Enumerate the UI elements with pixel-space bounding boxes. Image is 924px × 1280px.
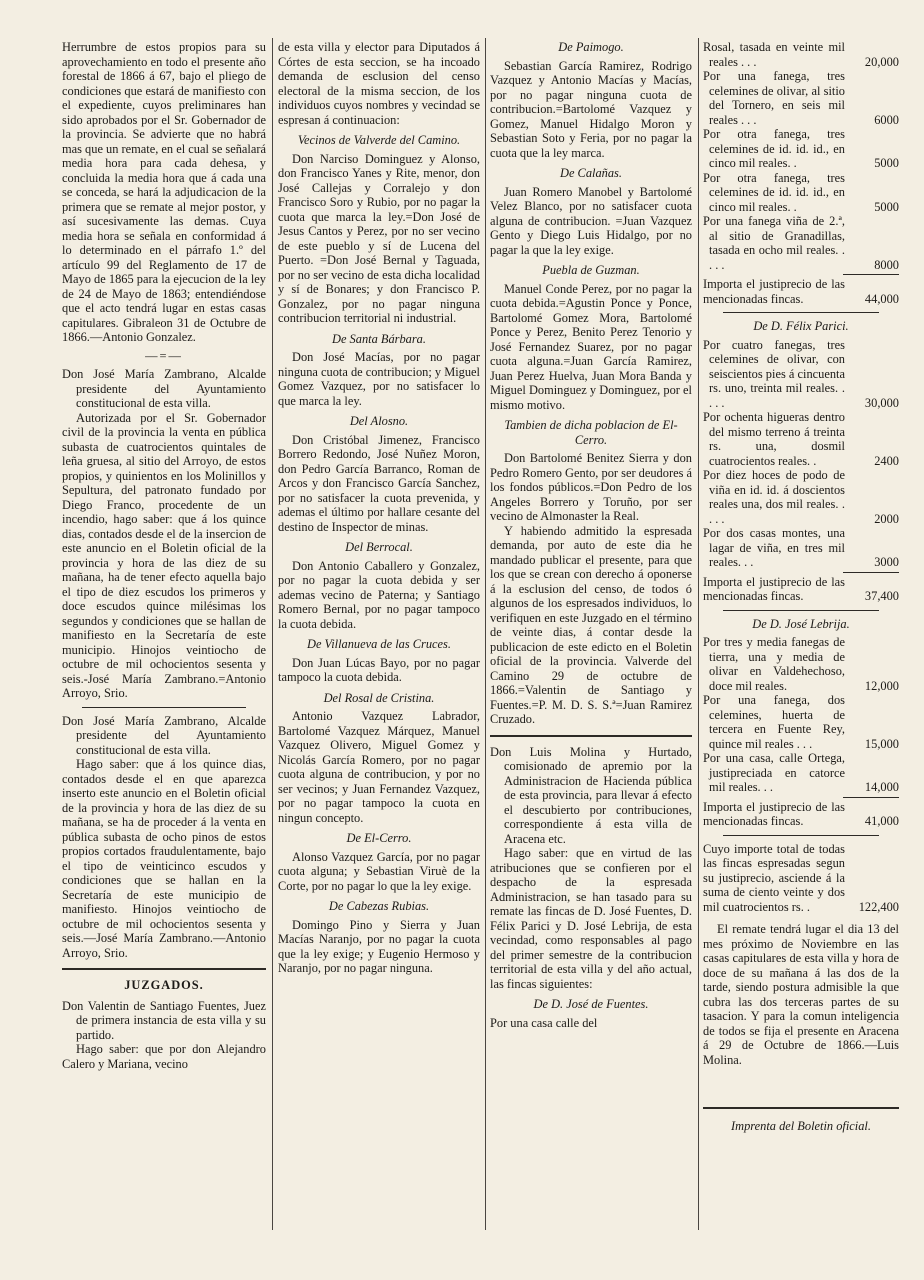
locality-text: Juan Romero Manobel y Bartolomé Velez Blanco, por no satisfacer cuota alguna de contribucion. =Juan Vazquez Gento y Diego Luis Hidalgo, por no pagar la que la ley exige. <box>490 184 692 257</box>
property-list-parici <box>703 338 899 570</box>
separator-rule <box>82 707 246 708</box>
locality-text: Don Bartolomé Benitez Sierra y don Pedro Romero Gento, por ser deudores á los fondos públicos.=Don Pedro de los Angeles Borrero y Toruño, por ser vecino de Almonaster la Real. <box>490 451 692 523</box>
ornamental-separator: —=— <box>145 348 183 363</box>
separator-rule <box>723 835 879 836</box>
owner-heading: De D. José Lebrija. <box>752 616 850 631</box>
closing-text: El remate tendrá lugar el dia 13 del mes próximo de Noviembre en las casas capitulares de esta villa y hora de doce de su mañana á las dos de la tarde, siendo postura admisible la que cubra las dos terceras partes de su tasacion. Y para la comun inteligencia de todos se fija el presente en Aracena á 29 de Octubre de 1866.—Luis Molina. <box>703 922 899 1067</box>
property-description: Por una casa, calle Ortega, justipreciada en catorce mil reales. . . <box>703 751 845 794</box>
notice-heading: Don José María Zambrano, Alcalde presidente del Ayuntamiento constitucional de esta villa. <box>62 713 266 757</box>
property-row <box>703 171 899 215</box>
property-amount: 3000 <box>874 555 899 569</box>
notice-body: Hago saber: que á los quince dias, contados desde el en que aparezca inserto este anuncio en el Boletin oficial de la provincia y hora de las diez de su mañana, se ha de proceder á la venta en pública subasta de ocho pinos de estos propios cortados fraudulentamente, bajo el tipo de veinticinco escudos y condiciones que se hallan en la Secretaría de este municipio de manifiesto. Hinojos veintiocho de octubre de mil ochocientos sesenta y seis.—José María Zambrano.—Antonio Arroyo, Srio. <box>62 757 266 960</box>
notice-body: Autorizada por el Sr. Gobernador civil de la provincia la venta en pública subasta de cuatrocientos quintales de leña gruesa, al sitio del Arroyo, de estos propios, y quinientos en los Molinillos y Sepultura, del patronato fundado por Diego Franco, procedente de un incendio, hago saber: que á los quince dias, contados desde el de la insercion de este anuncio en el Boletin oficial de la provincia y hora de las diez de su mañana, ha de tener efecto aquella bajo el tipo de diez escudos los primeros y doce escudos quince milésimas los segundos y condiciones que se hallan de manifiesto en la Secretaría de este municipio. Hinojos veintiocho de octubre de mil ochocientos sesenta y seis.-José María Zambrano.=Antonio Arroyo, Srio. <box>62 410 266 700</box>
locality-text: Manuel Conde Perez, por no pagar la cuota debida.=Agustin Ponce y Ponce, Bartolomé Gomez Mora, Bartolomé Ponce y Perez, Benito Perez Tenorio y José Fernandez Suarez, por no pagar cuota alguna.=Juan García Ramirez, Juan Perez Huelva, Juan Mora Banda y Miguel Dominguez y Dominguez, por el mismo motivo. <box>490 281 692 412</box>
notice-heading: Don Valentin de Santiago Fuentes, Juez de primera instancia de esta villa y su partido. <box>62 998 266 1042</box>
property-amount: 14,000 <box>864 780 899 794</box>
column-1 <box>62 40 266 1071</box>
total-rule <box>843 797 899 798</box>
locality-heading: Tambien de dicha poblacion de El-Cerro. <box>504 418 678 447</box>
property-amount: 6000 <box>874 112 899 127</box>
locality-heading: De El-Cerro. <box>346 831 412 845</box>
locality-heading: De Paimogo. <box>558 40 624 54</box>
property-description: Por una fanega viña de 2.ª, al sitio de Granadillas, tasada en ocho mil reales. . . . . <box>703 214 845 272</box>
property-description: Por tres y media fanegas de tierra, una y media de olivar en Valdehechoso, doce mil reales. <box>703 635 845 693</box>
locality-heading: De Cabezas Rubias. <box>328 899 430 913</box>
subtotal-amount: 44,000 <box>864 291 899 306</box>
column-3 <box>490 40 692 1030</box>
locality-heading: De Villanueva de las Cruces. <box>307 637 451 651</box>
notice-tail-text: Herrumbre de estos propios para su aprovechamiento en todo el presente año forestal de 1866 á 67, bajo el pliego de condiciones que estará de manifiesto con el expediente, cuyos preliminares han sido aprobados por el Sr. Gobernador de la provincia. Se advierte que no habrá mas que un remate, en el cual se señalará media hora para cada dehesa, y concluida la media hora que á cada una se conceda, se hará la adjudicacion de la primera que se remate al mejor postor, y así sucesivamente las demas. Cuya media hora se señala en conformidad á lo determinado en el párrafo 1.º del artículo 99 del Reglamento de 17 de Mayo de 1865 para la ejecucion de la ley de 24 de Mayo de 1863; entendiéndose que el acto tendrá lugar en estas casas capitulares. Gibraleon 31 de Octubre de 1866.—Antonio Gonzalez. <box>62 40 267 344</box>
property-line: Por una casa calle del <box>490 1015 598 1030</box>
locality-text: Don José Macías, por no pagar ninguna cuota de contribucion; y Miguel Gomez Vazquez, por no satisfacer lo que marca la ley. <box>278 350 480 408</box>
locality-heading: Vecinos de Valverde del Camino. <box>297 133 461 147</box>
notice-body: Hago saber: que en virtud de las atribuciones que se confieren por el despacho de la espresada Administracion, se han tasado para su remate las fincas de D. José Fuentes, D. Félix Parici y D. José Lebrija, de esta vecindad, como responsables al pago del primer semestre de la contribucion territorial de esta villa y del año actual, las fincas siguientes: <box>490 846 692 991</box>
locality-text: Antonio Vazquez Labrador, Bartolomé Vazquez Márquez, Manuel Vazquez Olivero, Miguel Gomez y Nicolás García Romero, por no pagar cuota alguna de contribucion, y por no ser vecinos; y Juan Fernandez Vazquez, por no pagar tampoco la cuota en ningun concepto. <box>278 709 480 825</box>
subtotal-label: Importa el justiprecio de las mencionadas fincas. <box>703 799 845 828</box>
section-title: JUZGADOS. <box>124 978 204 992</box>
notice-body: Hago saber: que por don Alejandro Calero y Mariana, vecino <box>62 1042 266 1071</box>
property-row <box>703 69 899 127</box>
property-row <box>703 214 899 272</box>
subtotal-amount: 37,400 <box>864 589 899 603</box>
locality-text: Don Antonio Caballero y Gonzalez, por no pagar la cuota debida y ser ademas vecino de Paterna; y Santiago Romero Bernal, por no pagar tampoco la cuota debida. <box>278 558 480 631</box>
property-row <box>703 468 899 526</box>
column-divider <box>272 38 273 1230</box>
property-description: Por otra fanega, tres celemines de id. id. id., en cinco mil reales. . <box>703 170 845 214</box>
separator-rule <box>723 610 879 611</box>
property-amount: 5000 <box>874 156 899 170</box>
property-description: Por una fanega, dos celemines, huerta de tercera en Fuente Rey, quince mil reales . . . <box>703 693 845 751</box>
property-row <box>703 410 899 468</box>
grand-total-label: Cuyo importe total de todas las fincas espresadas segun su justiprecio, asciende á la suma de ciento veinte y dos mil cuatrocientos rs. . <box>703 841 845 914</box>
subtotal-row <box>703 277 899 306</box>
locality-text: Don Cristóbal Jimenez, Francisco Borrero Redondo, José Nuñez Moron, don Pedro García Barranco, Roman de Arcos y don Francisco García Sanchez, por no satisfacer la cuota prevenida, y ademas el último por hallare cesante del destino de Inspector de minas. <box>278 432 480 534</box>
property-amount: 5000 <box>874 199 899 214</box>
locality-heading: Del Rosal de Cristina. <box>323 690 435 705</box>
locality-text: Don Narciso Dominguez y Alonso, don Francisco Yanes y Rite, menor, don José Callejas y Corralejo y don Francisco Soro y Rubio, por no pagar la cuota que marca la ley.=Don José de Jesus Cantos y Perez, por no ser vecino de este pueblo y sí de Lucena del Puerto. =Don José Bernal y Taguada, por no ser vecino de esta dicha localidad y sí de Bonares; y don Francisco P. Gonzalez, por no pagar ninguna contribucion territorial ni industrial. <box>278 151 480 325</box>
property-description: Por dos casas montes, una lagar de viña, en tres mil reales. . . <box>703 526 845 569</box>
property-amount: 15,000 <box>864 736 899 751</box>
property-list-fuentes <box>703 40 899 272</box>
notice-heading: Don Luis Molina y Hurtado, comisionado de apremio por la Administracion de Hacienda pública de esta provincia, para llevar á efecto el descubierto por contribuciones, correspondiente á esta villa de Aracena etc. <box>490 744 692 846</box>
locality-text: Don Juan Lúcas Bayo, por no pagar tampoco la cuota debida. <box>278 655 480 684</box>
column-divider <box>485 38 486 1230</box>
property-description: Por ochenta higueras dentro del mismo terreno á treinta rs. una, dosmil cuatrocientos reales. . <box>703 410 845 468</box>
subtotal-label: Importa el justiprecio de las mencionadas fincas. <box>703 574 845 603</box>
locality-heading: De Calañas. <box>560 166 622 180</box>
property-row <box>703 127 899 171</box>
property-amount: 12,000 <box>864 678 899 693</box>
notice-heading: Don José María Zambrano, Alcalde presidente del Ayuntamiento constitucional de esta villa. <box>62 367 266 410</box>
subtotal-amount: 41,000 <box>864 814 899 828</box>
column-divider <box>698 38 699 1230</box>
notice-intro: de esta villa y elector para Diputados á Córtes de esta seccion, se ha incoado demanda de esclusion del censo electoral de la misma seccion, de los individuos cuyos nombres y vecindad se espresan á continuacion: <box>278 40 480 127</box>
locality-heading: Del Berrocal. <box>345 540 413 554</box>
property-row <box>703 693 899 751</box>
subtotal-label: Importa el justiprecio de las mencionadas fincas. <box>703 277 845 306</box>
owner-heading: De D. Félix Parici. <box>753 319 849 333</box>
locality-text: Domingo Pino y Sierra y Juan Macías Naranjo, por no pagar la cuota que la ley exige; y Eugenio Hermoso y Naranjo, por no pagar ninguna. <box>278 917 480 975</box>
property-amount: 20,000 <box>864 54 899 69</box>
total-rule <box>843 274 899 275</box>
total-rule <box>843 572 899 573</box>
section-rule <box>62 968 266 970</box>
locality-heading: De Santa Bárbara. <box>332 331 426 346</box>
column-2 <box>278 40 480 976</box>
subtotal-row <box>703 575 899 604</box>
property-row <box>703 526 899 570</box>
grand-total-amount: 122,400 <box>858 899 899 914</box>
subtotal-row <box>703 800 899 829</box>
property-description: Por diez hoces de podo de viña en id. id. á doscientos reales una, dos mil reales. . . . . <box>703 468 845 526</box>
property-amount: 2400 <box>874 453 899 468</box>
property-list-lebrija <box>703 635 899 795</box>
property-description: Rosal, tasada en veinte mil reales . . . <box>703 40 845 69</box>
owner-heading: De D. José de Fuentes. <box>533 997 649 1011</box>
property-amount: 8000 <box>874 257 899 272</box>
property-row <box>703 635 899 693</box>
edict-text: Y habiendo admitido la espresada demanda, por auto de este dia he mandado publicar el presente, para que los que se crean con derecho á oponerse á la esclusion del censo, de todos ó algunos de los espresados individuos, lo verifiquen en este Juzgado en el término de veinte dias, á contar desde la publicacion de este edicto en el Boletin oficial de la provincia. Valverde del Camino 29 de octubre de 1866.=Valentin de Santiago y Fuentes.=P. M. D. S. S.ª=Juan Ramirez Cruzado. <box>490 523 692 726</box>
footer-rule <box>703 1107 899 1109</box>
property-row <box>703 338 899 411</box>
property-description: Por otra fanega, tres celemines de id. id. id., en cinco mil reales. . <box>703 127 845 170</box>
locality-text: Sebastian García Ramirez, Rodrigo Vazquez y Antonio Macías y Macías, por no pagar ninguna cuota de contribucion.=Bartolomé Vazquez y Gomez, Manuel Hidalgo Moron y Sebastian Soto y Feria, por no pagar la cuota que la ley marca. <box>490 58 692 160</box>
section-rule <box>490 735 692 737</box>
column-4 <box>703 40 899 1134</box>
property-amount: 2000 <box>874 511 899 526</box>
printer-footer: Imprenta del Boletin oficial. <box>731 1119 871 1133</box>
property-row <box>703 751 899 795</box>
grand-total-row <box>703 842 899 915</box>
locality-text: Alonso Vazquez García, por no pagar cuota alguna; y Sebastian Viruè de la Corte, por no pagar lo que la ley exige. <box>278 849 480 893</box>
separator-rule <box>723 312 879 313</box>
locality-heading: Puebla de Guzman. <box>542 263 640 277</box>
property-amount: 30,000 <box>864 395 899 410</box>
locality-heading: Del Alosno. <box>349 414 409 428</box>
property-row <box>703 40 899 69</box>
property-description: Por cuatro fanegas, tres celemines de olivar, con seiscientos pies á cincuenta rs. uno, treinta mil reales. . . . . <box>703 337 845 410</box>
property-description: Por una fanega, tres celemines de olivar, al sitio del Tornero, en seis mil reales . . . <box>703 69 845 127</box>
